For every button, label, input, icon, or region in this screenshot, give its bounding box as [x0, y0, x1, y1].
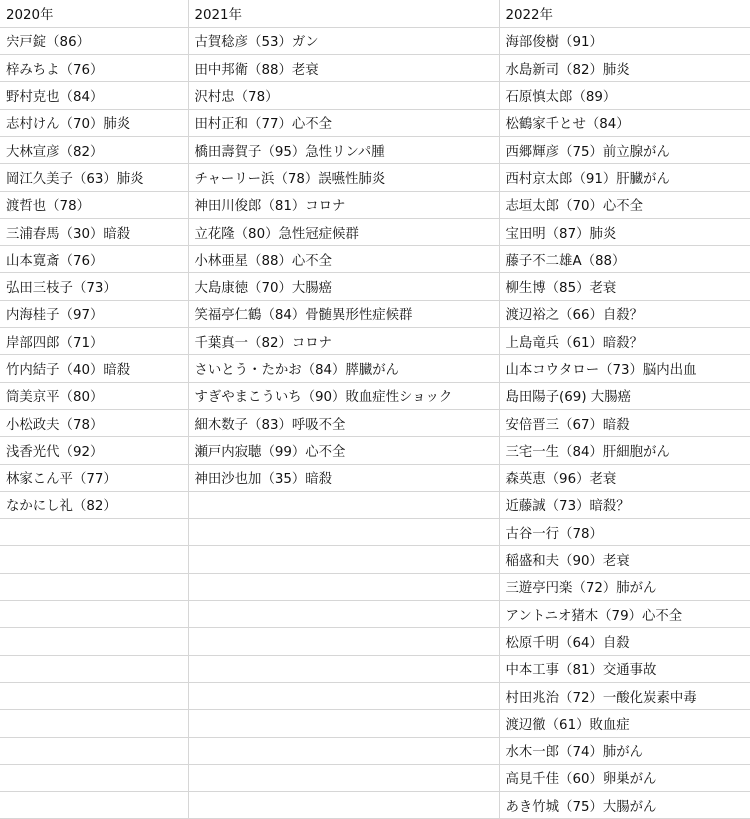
- cell-2022[interactable]: 志垣太郎（70）心不全: [499, 191, 750, 218]
- cell-2020[interactable]: [0, 792, 188, 819]
- cell-2022[interactable]: 柳生博（85）老衰: [499, 273, 750, 300]
- cell-2021[interactable]: [188, 601, 499, 628]
- cell-2021[interactable]: 田村正和（77）心不全: [188, 109, 499, 136]
- cell-2021[interactable]: [188, 519, 499, 546]
- cell-2021[interactable]: 神田川俊郎（81）コロナ: [188, 191, 499, 218]
- cell-2022[interactable]: 安倍晋三（67）暗殺: [499, 409, 750, 436]
- cell-2022[interactable]: 渡辺徹（61）敗血症: [499, 710, 750, 737]
- table-row: [0, 191, 750, 218]
- cell-2022[interactable]: 中本工事（81）交通事故: [499, 655, 750, 682]
- cell-2021[interactable]: [188, 710, 499, 737]
- cell-2020[interactable]: [0, 573, 188, 600]
- cell-2020[interactable]: [0, 682, 188, 709]
- table-row: [0, 601, 750, 628]
- header-cell-2022[interactable]: 2022年: [499, 0, 750, 27]
- table-row: [0, 737, 750, 764]
- cell-2020[interactable]: 三浦春馬（30）暗殺: [0, 218, 188, 245]
- table-body: [0, 27, 750, 819]
- table-row: [0, 273, 750, 300]
- table-row: [0, 355, 750, 382]
- cell-2020[interactable]: 志村けん（70）肺炎: [0, 109, 188, 136]
- cell-2020[interactable]: [0, 601, 188, 628]
- table-row: [0, 519, 750, 546]
- cell-2021[interactable]: 橋田壽賀子（95）急性リンパ腫: [188, 136, 499, 163]
- cell-2020[interactable]: 渡哲也（78）: [0, 191, 188, 218]
- cell-2022[interactable]: あき竹城（75）大腸がん: [499, 792, 750, 819]
- cell-2021[interactable]: 古賀稔彦（53）ガン: [188, 27, 499, 54]
- cell-2022[interactable]: 古谷一行（78）: [499, 519, 750, 546]
- table-row: [0, 710, 750, 737]
- cell-2022[interactable]: 松鶴家千とせ（84）: [499, 109, 750, 136]
- cell-2021[interactable]: [188, 573, 499, 600]
- cell-2021[interactable]: [188, 764, 499, 791]
- table-row: [0, 464, 750, 491]
- cell-2022[interactable]: 松原千明（64）自殺: [499, 628, 750, 655]
- cell-2020[interactable]: 林家こん平（77）: [0, 464, 188, 491]
- table-row: [0, 764, 750, 791]
- cell-2022[interactable]: 島田陽子(69) 大腸癌: [499, 382, 750, 409]
- cell-2020[interactable]: 岡江久美子（63）肺炎: [0, 164, 188, 191]
- cell-2022[interactable]: 高見千佳（60）卵巣がん: [499, 764, 750, 791]
- table-row: [0, 792, 750, 819]
- table-row: [0, 382, 750, 409]
- cell-2021[interactable]: すぎやまこういち（90）敗血症性ショック: [188, 382, 499, 409]
- cell-2021[interactable]: 笑福亭仁鶴（84）骨髄異形性症候群: [188, 300, 499, 327]
- table-row: [0, 136, 750, 163]
- table-row: [0, 27, 750, 54]
- cell-2021[interactable]: [188, 546, 499, 573]
- table-row: [0, 546, 750, 573]
- cell-2022[interactable]: 近藤誠（73）暗殺？: [499, 491, 750, 518]
- cell-2021[interactable]: [188, 491, 499, 518]
- cell-2022[interactable]: 西村京太郎（91）肝臓がん: [499, 164, 750, 191]
- table-row: [0, 164, 750, 191]
- cell-2022[interactable]: 森英恵（96）老衰: [499, 464, 750, 491]
- cell-2020[interactable]: [0, 628, 188, 655]
- cell-2021[interactable]: 沢村忠（78）: [188, 82, 499, 109]
- table-row: [0, 682, 750, 709]
- cell-2021[interactable]: 神田沙也加（35）暗殺: [188, 464, 499, 491]
- cell-2022[interactable]: 海部俊樹（91）: [499, 27, 750, 54]
- cell-2020[interactable]: [0, 519, 188, 546]
- cell-2020[interactable]: 山本寛斎（76）: [0, 246, 188, 273]
- cell-2020[interactable]: 内海桂子（97）: [0, 300, 188, 327]
- cell-2021[interactable]: 細木数子（83）呼吸不全: [188, 409, 499, 436]
- table-row: [0, 491, 750, 518]
- cell-2021[interactable]: [188, 737, 499, 764]
- cell-2020[interactable]: [0, 737, 188, 764]
- cell-2021[interactable]: 立花隆（80）急性冠症候群: [188, 218, 499, 245]
- table-row: [0, 628, 750, 655]
- table-row: [0, 437, 750, 464]
- cell-2022[interactable]: アントニオ猪木（79）心不全: [499, 601, 750, 628]
- cell-2021[interactable]: 千葉真一（82）コロナ: [188, 328, 499, 355]
- header-row: [0, 0, 750, 27]
- cell-2022[interactable]: 宝田明（87）肺炎: [499, 218, 750, 245]
- cell-2021[interactable]: 瀬戸内寂聴（99）心不全: [188, 437, 499, 464]
- table-row: [0, 573, 750, 600]
- cell-2021[interactable]: 大島康徳（70）大腸癌: [188, 273, 499, 300]
- cell-2021[interactable]: [188, 628, 499, 655]
- cell-2020[interactable]: 浅香光代（92）: [0, 437, 188, 464]
- cell-2020[interactable]: なかにし礼（82）: [0, 491, 188, 518]
- table-row: [0, 328, 750, 355]
- cell-2020[interactable]: 野村克也（84）: [0, 82, 188, 109]
- cell-2020[interactable]: 筒美京平（80）: [0, 382, 188, 409]
- cell-2022[interactable]: 三宅一生（84）肝細胞がん: [499, 437, 750, 464]
- cell-2021[interactable]: チャーリー浜（78）誤嚥性肺炎: [188, 164, 499, 191]
- table-row: [0, 655, 750, 682]
- table-row: [0, 55, 750, 82]
- cell-2022[interactable]: 石原慎太郎（89）: [499, 82, 750, 109]
- cell-2022[interactable]: 西郷輝彦（75）前立腺がん: [499, 136, 750, 163]
- cell-2022[interactable]: 三遊亭円楽（72）肺がん: [499, 573, 750, 600]
- cell-2020[interactable]: 大林宣彦（82）: [0, 136, 188, 163]
- table-row: [0, 109, 750, 136]
- cell-2020[interactable]: 梓みちよ（76）: [0, 55, 188, 82]
- cell-2021[interactable]: 田中邦衛（88）老衰: [188, 55, 499, 82]
- cell-2021[interactable]: [188, 792, 499, 819]
- table-row: [0, 409, 750, 436]
- table-row: [0, 246, 750, 273]
- cell-2020[interactable]: [0, 764, 188, 791]
- cell-2020[interactable]: 竹内結子（40）暗殺: [0, 355, 188, 382]
- cell-2022[interactable]: 山本コウタロー（73）脳内出血: [499, 355, 750, 382]
- cell-2020[interactable]: [0, 710, 188, 737]
- cell-2020[interactable]: [0, 655, 188, 682]
- cell-2022[interactable]: 渡辺裕之（66）自殺？: [499, 300, 750, 327]
- cell-2020[interactable]: [0, 546, 188, 573]
- cell-2022[interactable]: 水木一郎（74）肺がん: [499, 737, 750, 764]
- cell-2022[interactable]: 藤子不二雄A（88）: [499, 246, 750, 273]
- cell-2022[interactable]: 稲盛和夫（90）老衰: [499, 546, 750, 573]
- table-row: [0, 218, 750, 245]
- cell-2022[interactable]: 村田兆治（72）一酸化炭素中毒: [499, 682, 750, 709]
- cell-2021[interactable]: [188, 682, 499, 709]
- table-row: [0, 300, 750, 327]
- cell-2022[interactable]: 上島竜兵（61）暗殺？: [499, 328, 750, 355]
- header-cell-2021[interactable]: 2021年: [188, 0, 499, 27]
- cell-2021[interactable]: [188, 655, 499, 682]
- cell-2020[interactable]: 弘田三枝子（73）: [0, 273, 188, 300]
- cell-2020[interactable]: 岸部四郎（71）: [0, 328, 188, 355]
- cell-2020[interactable]: 小松政夫（78）: [0, 409, 188, 436]
- cell-2021[interactable]: 小林亜星（88）心不全: [188, 246, 499, 273]
- cell-2021[interactable]: さいとう・たかお（84）膵臓がん: [188, 355, 499, 382]
- cell-2020[interactable]: 宍戸錠（86）: [0, 27, 188, 54]
- table-row: [0, 82, 750, 109]
- cell-2022[interactable]: 水島新司（82）肺炎: [499, 55, 750, 82]
- header-cell-2020[interactable]: 2020年: [0, 0, 188, 27]
